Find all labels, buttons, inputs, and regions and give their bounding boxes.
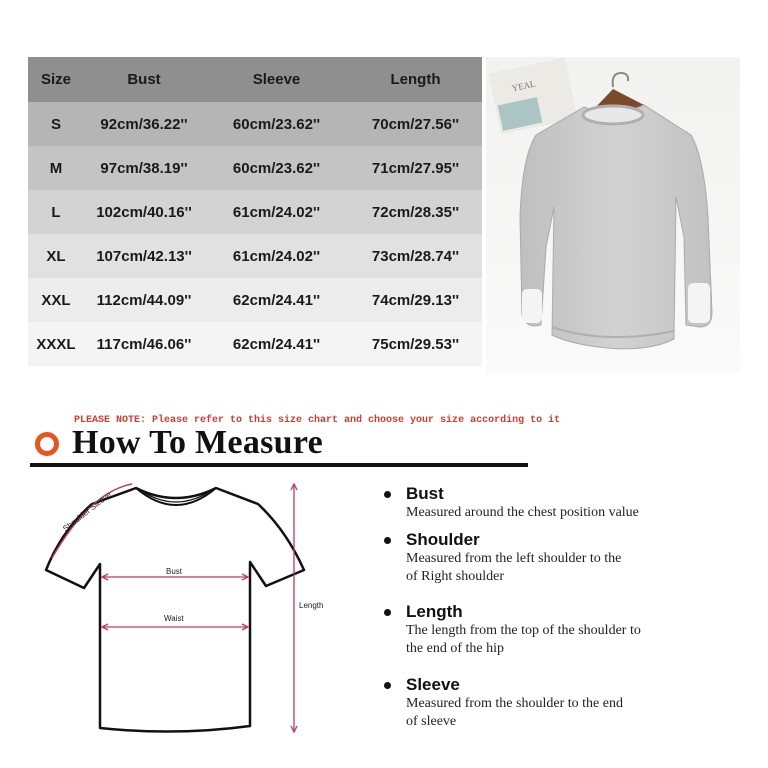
label-waist: Waist xyxy=(164,614,184,623)
book-text: YEAL xyxy=(510,78,537,94)
cell-bust: 97cm/38.19'' xyxy=(100,159,188,177)
length-line xyxy=(291,484,323,732)
cell-bust: 92cm/36.22'' xyxy=(100,115,188,133)
label-shoulder-sleeve: Shoulder Sleeve xyxy=(61,490,114,534)
cell-size: XL xyxy=(46,247,66,265)
size-chart-table xyxy=(28,57,482,372)
product-photo xyxy=(486,57,740,372)
cell-length: 71cm/27.95'' xyxy=(371,159,460,177)
cell-sleeve: 60cm/23.62'' xyxy=(232,115,321,133)
table-row xyxy=(28,190,482,234)
table-row xyxy=(28,146,482,190)
cell-length: 70cm/27.56'' xyxy=(371,115,460,133)
measurement-diagram xyxy=(36,474,336,744)
bullet-dot-icon xyxy=(384,491,391,498)
sweatshirt-illustration xyxy=(486,57,740,372)
cell-size: S xyxy=(50,115,61,133)
cell-length: 72cm/28.35'' xyxy=(371,203,460,221)
cell-sleeve: 61cm/24.02'' xyxy=(232,203,321,221)
bullet-dot-icon xyxy=(384,537,391,544)
tshirt-outline xyxy=(46,488,304,732)
cell-size: XXXL xyxy=(36,335,76,353)
item-title: Shoulder xyxy=(406,530,480,549)
measure-title: How To Measure xyxy=(72,424,324,461)
cell-size: L xyxy=(51,203,61,221)
circle-bullet-icon xyxy=(34,431,60,457)
bullet-dot-icon xyxy=(384,682,391,689)
header-size: Size xyxy=(40,71,71,88)
size-chart-header-row xyxy=(28,57,482,102)
cell-size: M xyxy=(49,159,63,177)
label-length: Length xyxy=(299,601,324,610)
bullet-dot-icon xyxy=(384,609,391,616)
header-bust: Bust xyxy=(127,71,161,88)
item-desc: Measured around the chest position value xyxy=(406,505,639,520)
item-desc: Measured from the left shoulder to the of Right shoulder xyxy=(406,551,622,584)
header-length: Length xyxy=(390,71,441,88)
item-title: Length xyxy=(406,602,463,621)
cell-sleeve: 60cm/23.62'' xyxy=(232,159,321,177)
item-title: Bust xyxy=(406,484,444,503)
item-desc: The length from the top of the shoulder to the end of the hip xyxy=(406,623,641,656)
cell-length: 73cm/28.74'' xyxy=(371,247,460,265)
cell-sleeve: 62cm/24.41'' xyxy=(232,291,321,309)
header-sleeve: Sleeve xyxy=(252,71,301,88)
item-title: Sleeve xyxy=(406,675,460,694)
cell-bust: 107cm/42.13'' xyxy=(96,247,192,265)
cell-bust: 117cm/46.06'' xyxy=(96,335,192,353)
table-row xyxy=(28,102,482,146)
label-bust: Bust xyxy=(166,567,183,576)
cell-bust: 102cm/40.16'' xyxy=(96,203,192,221)
cell-length: 74cm/29.13'' xyxy=(371,291,460,309)
table-row xyxy=(28,278,482,322)
item-desc: Measured from the shoulder to the end of sleeve xyxy=(406,696,623,729)
size-note: PLEASE NOTE: Please refer to this size chart and choose your size according to it xyxy=(74,415,561,426)
cell-bust: 112cm/44.09'' xyxy=(96,291,192,309)
title-divider xyxy=(30,463,528,467)
cell-sleeve: 62cm/24.41'' xyxy=(232,335,321,353)
cell-length: 75cm/29.53'' xyxy=(371,335,460,353)
table-row xyxy=(28,322,482,366)
table-row xyxy=(28,234,482,278)
cell-sleeve: 61cm/24.02'' xyxy=(232,247,321,265)
cell-size: XXL xyxy=(41,291,71,309)
